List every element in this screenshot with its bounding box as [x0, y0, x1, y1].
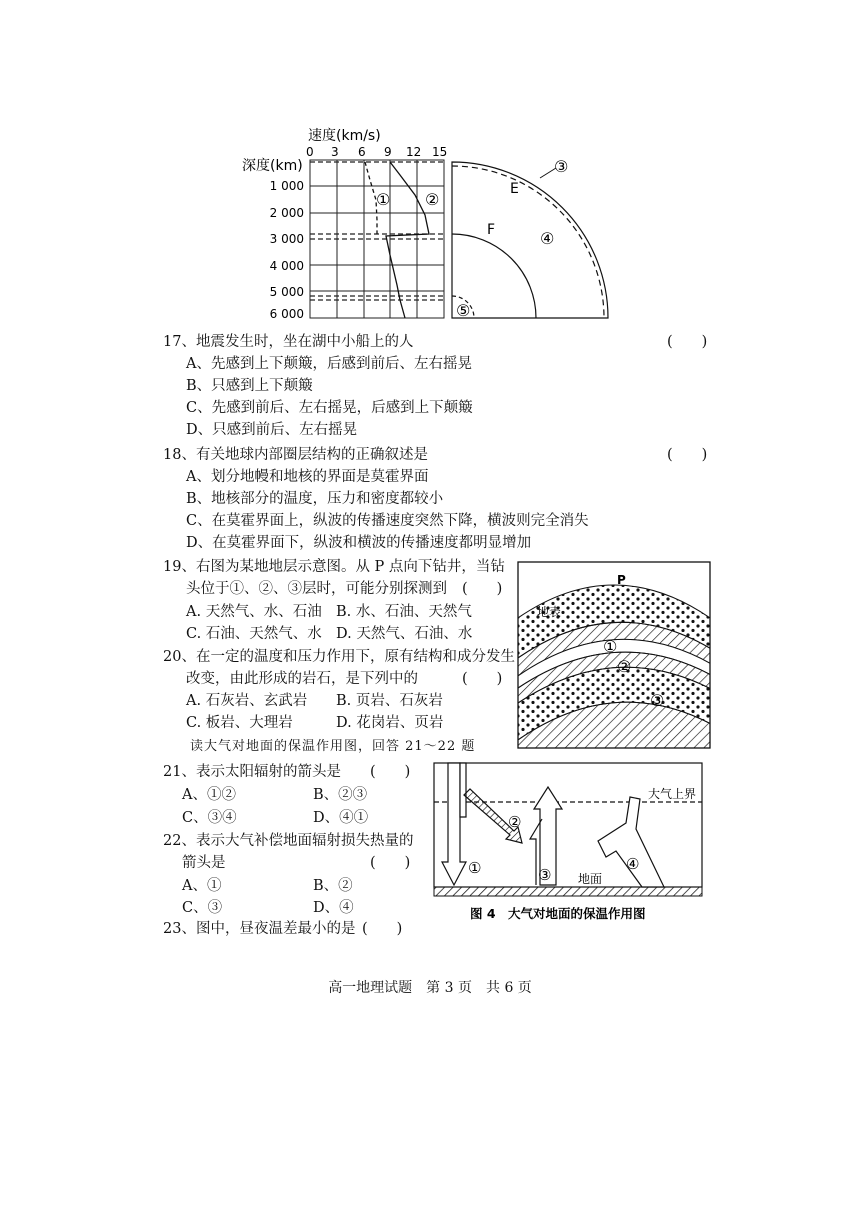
q19-option-c: C. 石油、天然气、水: [186, 626, 322, 642]
q22-stem-line1: 22、表示大气补偿地面辐射损失热量的: [163, 833, 414, 849]
q19-answer-bracket[interactable]: ( ): [462, 581, 503, 597]
q21-option-c: C、③④: [182, 810, 237, 826]
speed-tick: 9: [384, 145, 392, 159]
q23-answer-bracket[interactable]: ( ): [362, 921, 403, 937]
q20-stem-line2: 改变，由此形成的岩石，是下列中的: [186, 671, 418, 687]
speed-tick: 6: [358, 145, 366, 159]
atmo-label-4: ④: [626, 855, 640, 873]
q21-stem: 21、表示太阳辐射的箭头是: [163, 764, 341, 780]
depth-tick: 2 000: [269, 206, 304, 220]
curve-label-2: ②: [425, 190, 440, 209]
depth-tick: 6 000: [269, 307, 304, 321]
speed-tick: 0: [306, 145, 314, 159]
atmo-label-3: ③: [538, 866, 552, 884]
q17-option-b: B、只感到上下颠簸: [186, 378, 313, 394]
depth-tick: 4 000: [269, 259, 304, 273]
page-footer: 高一地理试题 第 3 页 共 6 页: [328, 980, 532, 996]
strata-figure: [515, 560, 713, 750]
atmo-caption: 图 4 大气对地面的保温作用图: [470, 906, 646, 921]
depth-tick: 1 000: [269, 179, 304, 193]
label-c4: ④: [540, 229, 555, 248]
q18-stem: 18、有关地球内部圈层结构的正确叙述是: [163, 447, 428, 463]
strata-label-3: ③: [650, 691, 665, 710]
q19-option-b: B. 水、石油、天然气: [336, 604, 472, 620]
q22-option-d: D、④: [313, 900, 354, 916]
q22-option-c: C、③: [182, 900, 223, 916]
curve-label-1: ①: [376, 190, 391, 209]
q20-stem-line1: 20、在一定的温度和压力作用下，原有结构和成分发生: [163, 649, 515, 665]
q21-option-b: B、②③: [313, 787, 368, 803]
speed-tick: 12: [406, 145, 422, 159]
label-F: F: [487, 222, 496, 238]
atmosphere-top-label: 大气上界: [648, 787, 697, 801]
label-c3: ③: [554, 157, 569, 176]
depth-axis-label: 深度(km): [242, 158, 303, 174]
q20-option-b: B. 页岩、石灰岩: [336, 693, 443, 709]
q17-option-c: C、先感到前后、左右摇晃，后感到上下颠簸: [186, 400, 473, 416]
q20-answer-bracket[interactable]: ( ): [462, 671, 503, 687]
q18-answer-bracket[interactable]: ( ): [667, 447, 708, 463]
strata-label-1: ①: [603, 637, 618, 656]
q18-option-c: C、在莫霍界面上，纵波的传播速度突然下降，横波则完全消失: [186, 513, 589, 529]
q23-stem: 23、图中，昼夜温差最小的是: [163, 921, 356, 937]
q21-answer-bracket[interactable]: ( ): [370, 764, 411, 780]
ground-label: 地面: [578, 872, 603, 886]
q18-option-b: B、地核部分的温度，压力和密度都较小: [186, 491, 444, 507]
q20-option-c: C. 板岩、大理岩: [186, 715, 293, 731]
q22-stem-line2: 箭头是: [182, 855, 226, 871]
q17-option-d: D、只感到前后、左右摇晃: [186, 422, 358, 438]
speed-tick: 3: [331, 145, 339, 159]
label-c5: ⑤: [456, 301, 471, 320]
q19-option-a: A. 天然气、水、石油: [186, 604, 322, 620]
q19-option-d: D. 天然气、石油、水: [336, 626, 473, 642]
q18-option-a: A、划分地幔和地核的界面是莫霍界面: [186, 469, 429, 485]
label-E: E: [510, 181, 519, 197]
q20-option-d: D. 花岗岩、页岩: [336, 715, 444, 731]
atmo-label-2: ②: [508, 813, 522, 831]
q17-answer-bracket[interactable]: ( ): [667, 334, 708, 350]
instruction-21-22: 读大气对地面的保温作用图，回答 21～22 题: [190, 739, 476, 754]
surface-label: 地表: [537, 605, 562, 619]
q19-stem-line1: 19、右图为某地地层示意图。从 P 点向下钻井，当钻: [163, 559, 505, 575]
atmosphere-figure: [430, 757, 710, 927]
depth-tick: 5 000: [269, 285, 304, 299]
q17-stem: 17、地震发生时，坐在湖中小船上的人: [163, 334, 414, 350]
q22-option-b: B、②: [313, 878, 353, 894]
q21-option-d: D、④①: [313, 810, 369, 826]
strata-label-2: ②: [617, 657, 632, 676]
speed-axis-label: 速度(km/s): [308, 128, 381, 144]
seismic-figure: [240, 120, 620, 325]
q18-option-d: D、在莫霍界面下，纵波和横波的传播速度都明显增加: [186, 535, 532, 551]
p-label: P: [617, 573, 626, 587]
atmo-label-1: ①: [468, 859, 482, 877]
speed-tick: 15: [432, 145, 448, 159]
q20-option-a: A. 石灰岩、玄武岩: [186, 693, 308, 709]
q22-option-a: A、①: [182, 878, 222, 894]
q17-option-a: A、先感到上下颠簸，后感到前后、左右摇晃: [186, 356, 472, 372]
q21-option-a: A、①②: [182, 787, 236, 803]
depth-tick: 3 000: [269, 232, 304, 246]
q19-stem-line2: 头位于①、②、③层时，可能分别探测到: [186, 581, 447, 597]
q22-answer-bracket[interactable]: ( ): [370, 855, 411, 871]
